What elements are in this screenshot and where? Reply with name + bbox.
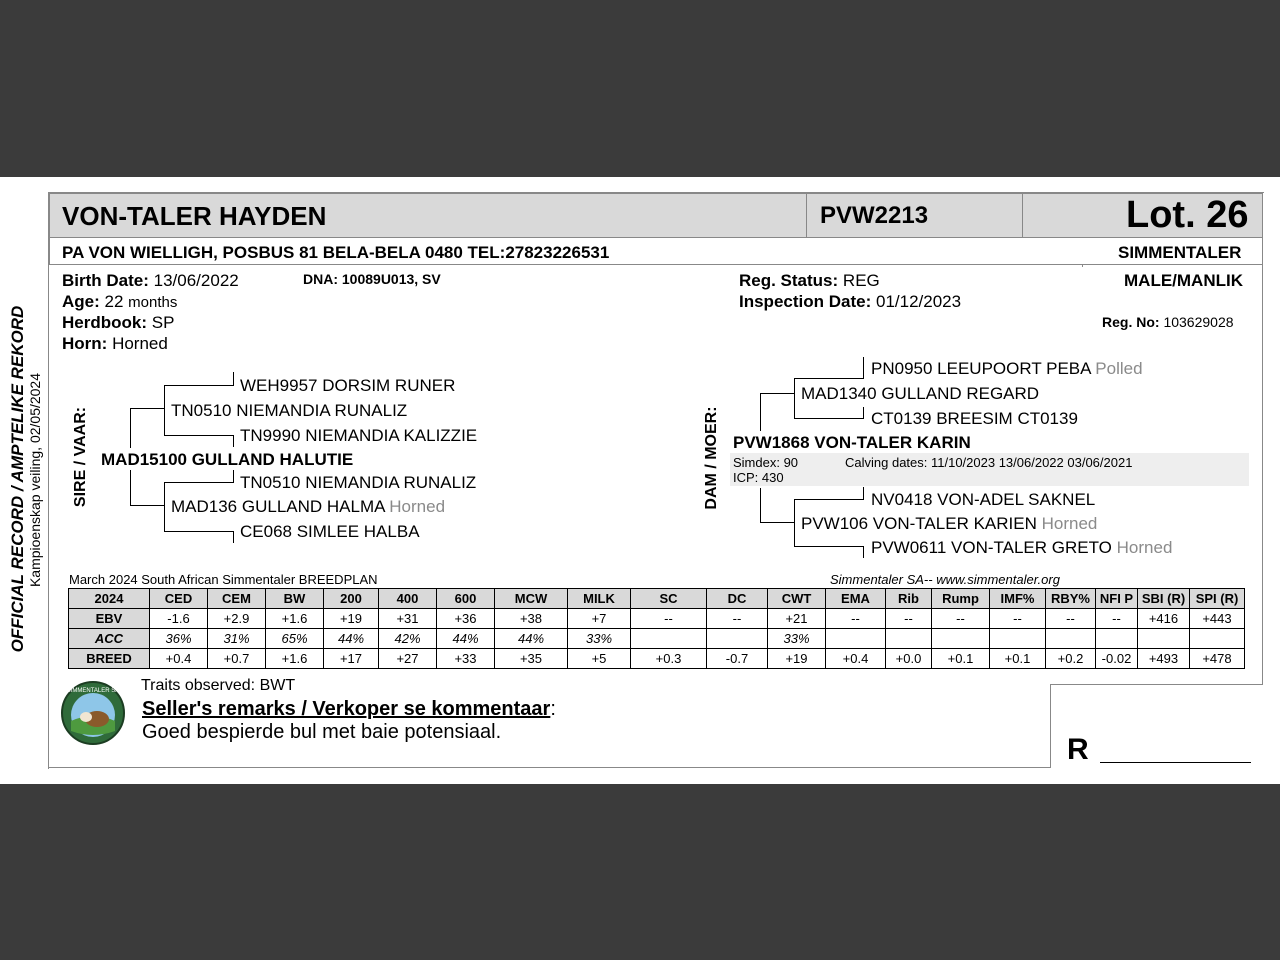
acc-cell [886,629,932,649]
headers-cell: EMA [826,589,886,609]
acc-cell [1138,629,1190,649]
breed-name: SIMMENTALER [1118,243,1242,262]
ebv-cell: +7 [568,609,631,629]
headers-cell: 400 [379,589,437,609]
headers-cell: Rump [932,589,990,609]
acc-cell [1096,629,1138,649]
herdbook: Herdbook: SP [62,313,175,332]
animal-name: VON-TALER HAYDEN [62,201,327,231]
remarks-title: Seller's remarks / Verkoper se kommentaar: [142,698,556,720]
svg-text:SIMMENTALER SA: SIMMENTALER SA [66,688,120,694]
breed-cell: +478 [1190,649,1245,669]
sire-dam-sire: TN0510 NIEMANDIA RUNALIZ [240,473,477,492]
headers-cell: SC [631,589,707,609]
dam-label: DAM / MOER: [703,406,720,510]
sex: MALE/MANLIK [1124,271,1243,290]
acc-cell [707,629,768,649]
breedplan-caption: March 2024 South African Simmentaler BREEDPLAN [69,572,378,587]
reg-status: Reg. Status: REG [739,271,880,290]
breed-cell: +0.7 [208,649,266,669]
acc-cell [826,629,886,649]
ebv-cell: +2.9 [208,609,266,629]
owner-address: PA VON WIELLIGH, POSBUS 81 BELA-BELA 0480 TEL:27823226531 [62,243,610,262]
reg-no: Reg. No: 103629028 [1102,314,1234,330]
animal-code: PVW2213 [820,202,929,229]
ebv-cell: -- [1096,609,1138,629]
ebv-cell: -- [1046,609,1096,629]
table-header-row [69,589,1245,609]
breed-cell: +19 [768,649,826,669]
breed-cell: +0.2 [1046,649,1096,669]
breed-cell: +27 [379,649,437,669]
dam-sire-dam: CT0139 BREESIM CT0139 [871,409,1078,428]
table-row-breed [69,649,1245,669]
ebv-cell: -- [932,609,990,629]
headers-cell: SPI (R) [1190,589,1245,609]
ebv-cell: EBV [69,609,150,629]
ebv-cell: +416 [1138,609,1190,629]
sire-sire: TN0510 NIEMANDIA RUNALIZ [171,401,408,420]
signature-r: R [1067,733,1089,766]
official-record-label: OFFICIAL RECORD / AMPTELIKE REKORD [8,305,27,653]
breed-cell: +1.6 [266,649,324,669]
dam-sire: MAD1340 GULLAND REGARD [801,384,1040,403]
sire-sire-sire: WEH9957 DORSIM RUNER [240,376,456,395]
breed-cell: +0.1 [932,649,990,669]
ebv-cell: +21 [768,609,826,629]
headers-cell: 2024 [69,589,150,609]
lot-number: Lot. 26 [1126,194,1249,236]
sire-name: MAD15100 GULLAND HALUTIE [101,450,354,469]
table-row-acc [69,629,1245,649]
ebv-cell: -- [707,609,768,629]
ebv-cell: -- [826,609,886,629]
traits-observed: Traits observed: BWT [141,677,296,694]
breed-cell: +17 [324,649,379,669]
dam-sire-sire: PN0950 LEEUPOORT PEBA Polled [871,359,1143,378]
dam-icp: ICP: 430 [733,470,784,485]
sire-dam: MAD136 GULLAND HALMA Horned [171,497,446,516]
horn-status: Horn: Horned [62,334,168,353]
breed-cell: -0.7 [707,649,768,669]
ebv-cell: +443 [1190,609,1245,629]
acc-cell: 44% [495,629,568,649]
acc-cell [631,629,707,649]
ebv-cell: -- [886,609,932,629]
birth-date: Birth Date: 13/06/2022 [62,271,239,290]
headers-cell: 200 [324,589,379,609]
acc-cell: 33% [568,629,631,649]
breed-cell: +0.4 [150,649,208,669]
ebv-cell: +36 [437,609,495,629]
breed-cell: +0.4 [826,649,886,669]
ebv-cell: +1.6 [266,609,324,629]
inspection-date: Inspection Date: 01/12/2023 [739,292,962,311]
breed-cell: +0.3 [631,649,707,669]
acc-cell: ACC [69,629,150,649]
acc-cell: 65% [266,629,324,649]
sire-dam-dam: CE068 SIMLEE HALBA [240,522,420,541]
headers-cell: Rib [886,589,932,609]
acc-cell [932,629,990,649]
headers-cell: MILK [568,589,631,609]
ebv-cell: +31 [379,609,437,629]
dam-dam-sire: NV0418 VON-ADEL SAKNEL [871,490,1096,509]
dam-dam-dam: PVW0611 VON-TALER GRETO Horned [871,538,1173,557]
sire-sire-dam: TN9990 NIEMANDIA KALIZZIE [240,426,478,445]
age: Age: 22 months [62,292,178,311]
headers-cell: DC [707,589,768,609]
breed-cell: +0.1 [990,649,1046,669]
headers-cell: CEM [208,589,266,609]
acc-cell [1046,629,1096,649]
breed-cell: +33 [437,649,495,669]
dna-info: DNA: 10089U013, SV [303,271,441,287]
ebv-cell: +38 [495,609,568,629]
ebv-cell: -- [990,609,1046,629]
breedplan-table [68,588,1245,669]
table-row-ebv [69,609,1245,629]
dam-dam: PVW106 VON-TALER KARIEN Horned [801,514,1098,533]
ebv-cell: -- [631,609,707,629]
headers-cell: 600 [437,589,495,609]
headers-cell: CWT [768,589,826,609]
headers-cell: MCW [495,589,568,609]
acc-cell: 36% [150,629,208,649]
breed-cell: BREED [69,649,150,669]
acc-cell [990,629,1046,649]
headers-cell: RBY% [1046,589,1096,609]
headers-cell: NFI P [1096,589,1138,609]
ebv-cell: +19 [324,609,379,629]
remarks-text: Goed bespierde bul met baie potensiaal. [142,721,502,743]
breed-logo [61,681,125,745]
breed-cell: +493 [1138,649,1190,669]
acc-cell: 44% [324,629,379,649]
acc-cell: 31% [208,629,266,649]
event-label: Kampioenskap veiling, 02/05/2024 [27,372,43,588]
sire-label: SIRE / VAAR: [72,406,89,508]
dam-calving: Calving dates: 11/10/2023 13/06/2022 03/06/2021 [845,455,1133,470]
breedplan-source: Simmentaler SA-- www.simmentaler.org [830,572,1060,587]
dam-simdex: Simdex: 90 [733,455,799,470]
breed-cell: +35 [495,649,568,669]
breed-cell: +0.0 [886,649,932,669]
headers-cell: SBI (R) [1138,589,1190,609]
ebv-cell: -1.6 [150,609,208,629]
dam-name: PVW1868 VON-TALER KARIN [733,433,971,452]
breed-cell: -0.02 [1096,649,1138,669]
acc-cell: 42% [379,629,437,649]
acc-cell [1190,629,1245,649]
headers-cell: BW [266,589,324,609]
signature-line[interactable] [1100,762,1251,763]
acc-cell: 44% [437,629,495,649]
breed-cell: +5 [568,649,631,669]
acc-cell: 33% [768,629,826,649]
headers-cell: IMF% [990,589,1046,609]
headers-cell: CED [150,589,208,609]
